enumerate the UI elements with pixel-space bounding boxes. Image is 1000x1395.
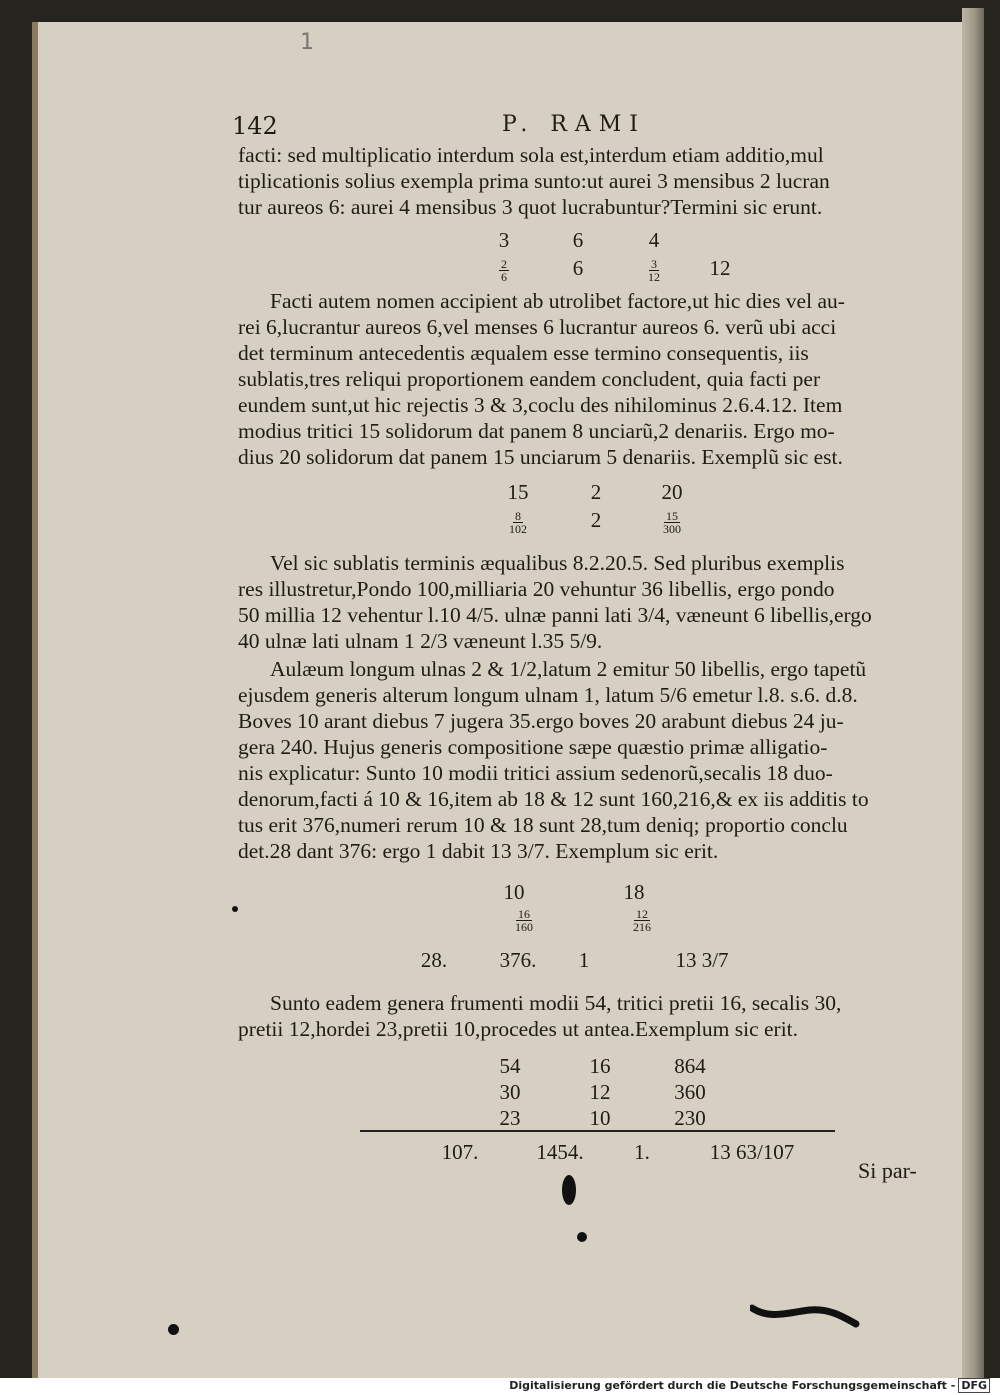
paragraph-5 — [238, 990, 950, 1042]
table-total: 107. — [441, 1140, 479, 1164]
footer-text: Digitalisierung gefördert durch die Deutsche Forschungsgemeinschaft - DFG — [509, 1379, 990, 1392]
table-4 — [420, 1054, 820, 1164]
table-cell: 12 — [589, 1080, 611, 1104]
text-line: res illustretur,Pondo 100,milliaria 20 vehuntur 36 libellis, ergo pondo — [238, 577, 835, 601]
text-line: Sunto eadem genera frumenti modii 54, tritici pretii 16, secalis 30, — [270, 991, 842, 1015]
running-title: P. RAMI — [502, 112, 646, 137]
table-cell: 15 — [507, 480, 529, 504]
ink-stroke — [750, 1290, 860, 1330]
page-number: 142 — [232, 112, 278, 140]
paragraph-3 — [238, 550, 950, 654]
text-line: gera 240. Hujus generis compositione sæpe quæstio primæ alligatio- — [238, 735, 828, 759]
table-cell: 6 — [572, 228, 584, 252]
body-text — [238, 142, 950, 220]
table-cell: 30 — [499, 1080, 521, 1104]
ink-dot — [577, 1232, 587, 1242]
table-fraction: $\frac{3}{12}$ — [648, 256, 660, 284]
table-cell: 4 — [648, 228, 660, 252]
text-line: ejusdem generis alterum longum ulnam 1, latum 5/6 emetur l.8. s.6. d.8. — [238, 683, 858, 707]
text-line: Vel sic sublatis terminis æqualibus 8.2.20.5. Sed pluribus exemplis — [270, 551, 845, 575]
text-line: det terminum antecedentis æqualem esse termino consequentis, iis — [238, 341, 809, 365]
table-cell: 864 — [674, 1054, 706, 1078]
table-cell: 1 — [578, 948, 590, 972]
table-cell: 10 — [589, 1106, 611, 1130]
text-line: 40 ulnæ lati ulnam 1 2/3 væneunt l.35 5/9. — [238, 629, 603, 653]
table-cell: 13 3/7 — [675, 948, 729, 972]
text-line: modius tritici 15 solidorum dat panem 8 unciarũ,2 denariis. Ergo mo- — [238, 419, 835, 443]
paragraph-2 — [238, 288, 950, 470]
sum-rule — [360, 1130, 835, 1132]
table-cell: 12 — [709, 256, 731, 280]
table-cell: 230 — [674, 1106, 706, 1130]
table-fraction: $\frac{15}{300}$ — [663, 508, 681, 536]
table-fraction: $\frac{2}{6}$ — [501, 256, 507, 284]
table-cell: 376. — [499, 948, 537, 972]
table-total: 13 63/107 — [709, 1140, 795, 1164]
text-line: tur aureos 6: aurei 4 mensibus 3 quot lucrabuntur?Termini sic erunt. — [238, 195, 823, 219]
pencil-mark: 1 — [300, 30, 314, 55]
text-line: det.28 dant 376: ergo 1 dabit 13 3/7. Exemplum sic erit. — [238, 839, 719, 863]
table-cell: 23 — [499, 1106, 521, 1130]
text-line: pretii 12,hordei 23,pretii 10,procedes ut antea.Exemplum sic erit. — [238, 1017, 799, 1041]
text-line: sublatis,tres reliqui proportionem eandem concludent, quia facti per — [238, 367, 821, 391]
table-cell: 2 — [590, 508, 602, 532]
table-cell: 20 — [661, 480, 683, 504]
ink-blot — [562, 1175, 576, 1205]
text-line: Boves 10 arant diebus 7 jugera 35.ergo boves 20 arabunt diebus 24 ju- — [238, 709, 844, 733]
table-cell: 6 — [572, 256, 584, 280]
table-total: 1454. — [536, 1140, 584, 1164]
page-edge — [962, 8, 984, 1378]
table-cell: 54 — [499, 1054, 521, 1078]
table-3 — [400, 880, 740, 980]
text-line: tus erit 376,numeri rerum 10 & 18 sunt 28,tum deniq; proportio conclu — [238, 813, 848, 837]
text-line: eundem sunt,ut hic rejectis 3 & 3,coclu des nihilominus 2.6.4.12. Item — [238, 393, 843, 417]
page-header — [232, 112, 932, 144]
text-line: Facti autem nomen accipient ab utrolibet factore,ut hic dies vel au- — [270, 289, 845, 313]
table-cell: 10 — [503, 880, 525, 904]
paragraph-4 — [238, 656, 950, 864]
catchword: Si par- — [858, 1158, 917, 1183]
text-line: nis explicatur: Sunto 10 modii tritici assium sedenorũ,secalis 18 duo- — [238, 761, 833, 785]
text-line: 50 millia 12 vehentur l.10 4/5. ulnæ panni lati 3/4, væneunt 6 libellis,ergo — [238, 603, 872, 627]
footer-bar — [0, 1378, 1000, 1395]
dfg-logo: DFG — [958, 1378, 990, 1393]
text-line: facti: sed multiplicatio interdum sola est,interdum etiam additio,mul — [238, 143, 824, 167]
text-line: rei 6,lucrantur aureos 6,vel menses 6 lucrantur aureos 6. verũ ubi acci — [238, 315, 837, 339]
text-line: denorum,facti á 10 & 16,item ab 18 & 12 sunt 160,216,& ex iis additis to — [238, 787, 869, 811]
table-total: 1. — [634, 1140, 650, 1164]
text-line: Aulæum longum ulnas 2 & 1/2,latum 2 emitur 50 libellis, ergo tapetũ — [270, 657, 867, 681]
table-cell: 16 — [589, 1054, 611, 1078]
table-cell: 3 — [498, 228, 510, 252]
ink-dot — [232, 906, 238, 912]
table-fraction: $\frac{16}{160}$ — [515, 906, 533, 934]
ink-dot — [168, 1324, 179, 1335]
text-line: tiplicationis solius exempla prima sunto:ut aurei 3 mensibus 2 lucran — [238, 169, 830, 193]
text-line: dius 20 solidorum dat panem 15 unciarum 5 denariis. Exemplũ sic est. — [238, 445, 843, 469]
table-fraction: $\frac{12}{216}$ — [633, 906, 651, 934]
table-fraction: $\frac{8}{102}$ — [509, 508, 527, 536]
table-cell: 28. — [420, 948, 448, 972]
table-1 — [474, 228, 774, 288]
table-2 — [488, 480, 748, 540]
table-cell: 360 — [674, 1080, 706, 1104]
table-cell: 18 — [623, 880, 645, 904]
table-cell: 2 — [590, 480, 602, 504]
